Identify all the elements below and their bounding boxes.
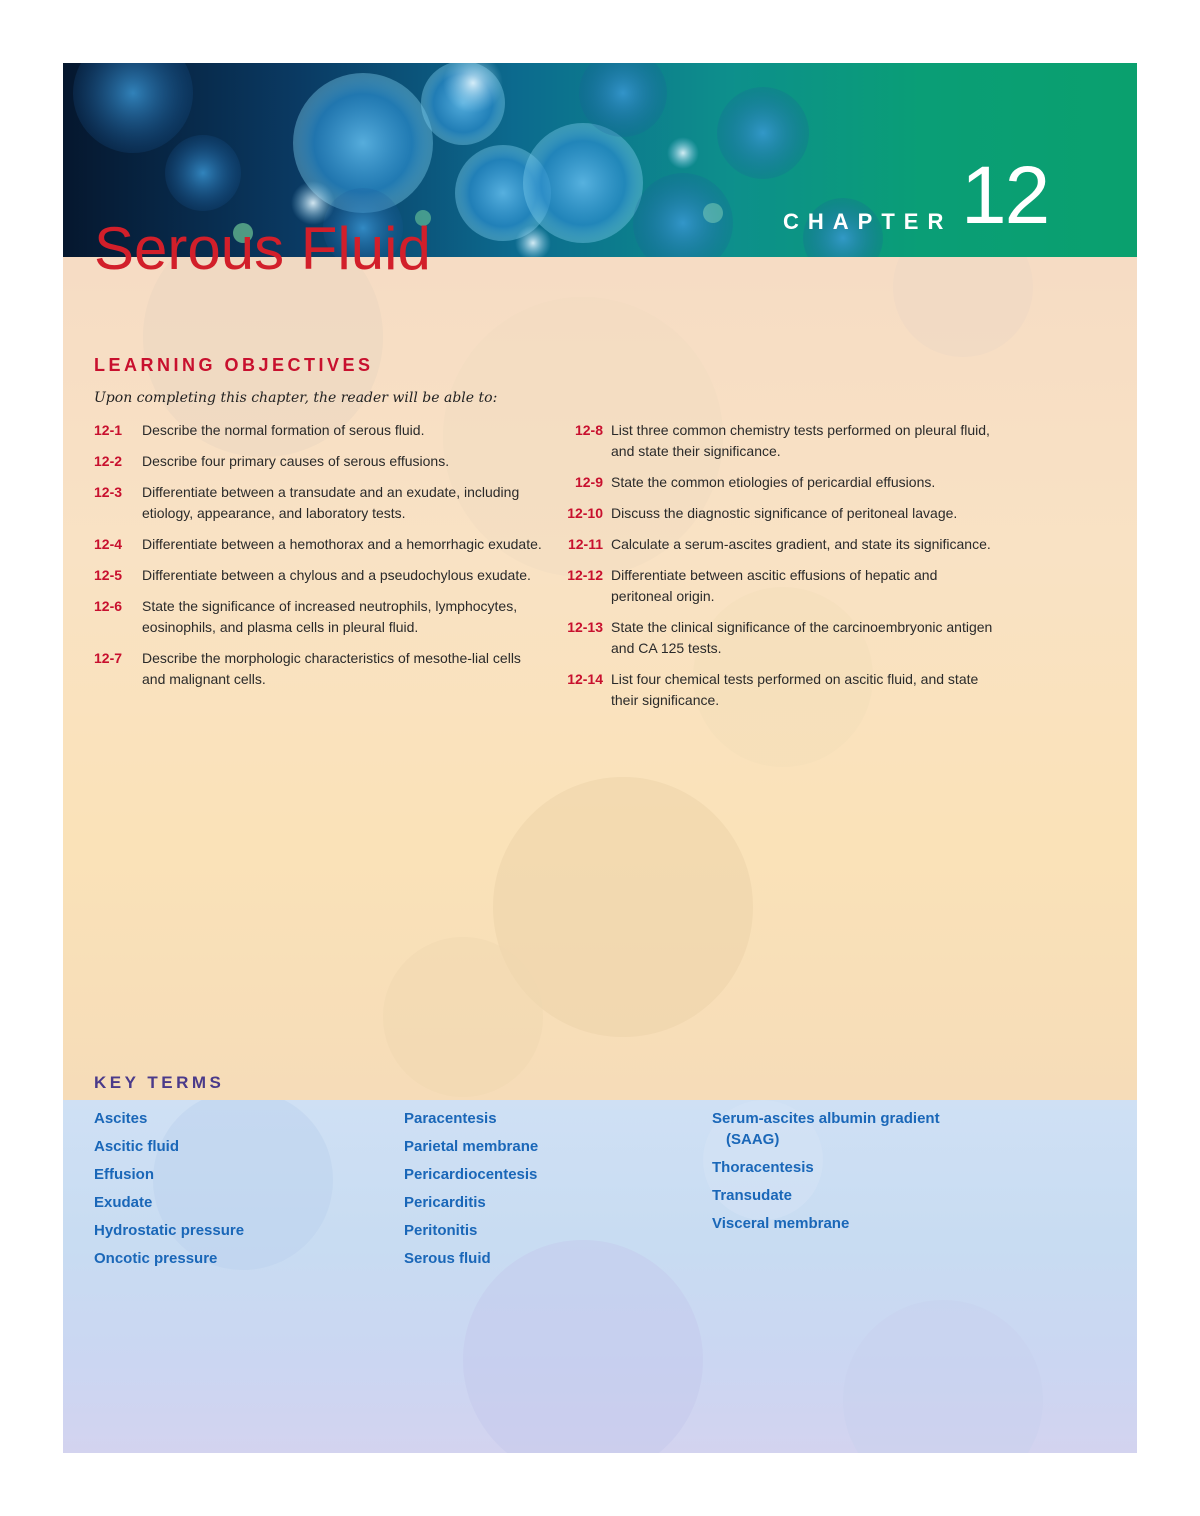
objective-item [555, 472, 995, 493]
objective-text: Calculate a serum-ascites gradient, and state its significance. [611, 536, 991, 552]
objective-number: 12-10 [567, 505, 603, 521]
objective-item [555, 503, 995, 524]
objective-number: 12-2 [94, 453, 123, 469]
objective-item [94, 648, 544, 690]
objective-item [94, 451, 544, 472]
learning-objectives-heading: LEARNING OBJECTIVES [94, 355, 374, 375]
objective-number: 12-8 [574, 422, 603, 438]
objective-text: Describe four primary causes of serous effusions. [142, 453, 450, 469]
key-terms-column-2 [404, 1108, 538, 1276]
objective-number: 12-12 [567, 567, 603, 583]
objective-text: State the clinical significance of the carcinoembryonic antigen and CA 125 tests. [611, 619, 993, 656]
objectives-right-column [555, 420, 995, 721]
chapter-number: 12 [961, 150, 1049, 241]
key-term-abbreviation: (SAAG) [726, 1131, 780, 1148]
objective-number: 12-11 [567, 536, 603, 552]
objective-item [94, 420, 544, 441]
key-terms-column-1 [94, 1108, 244, 1276]
objective-number: 12-6 [94, 598, 123, 614]
key-terms-column-3 [712, 1108, 992, 1241]
objective-item [94, 482, 544, 524]
key-term: Pericarditis [404, 1194, 486, 1211]
objective-item [555, 565, 995, 607]
objective-text: Discuss the diagnostic significance of peritoneal lavage. [611, 505, 958, 521]
key-term: Serous fluid [404, 1250, 491, 1267]
objective-number: 12-7 [94, 650, 123, 666]
key-term-text: Serum-ascites albumin gradient [712, 1110, 940, 1127]
objective-number: 12-3 [94, 484, 123, 500]
key-term: Paracentesis [404, 1110, 497, 1127]
objective-text: List four chemical tests performed on ascitic fluid, and state their significance. [611, 671, 979, 708]
objective-text: Differentiate between a transudate and an exudate, including etiology, appearance, and laboratory tests. [142, 484, 520, 521]
objective-text: Differentiate between a hemothorax and a hemorrhagic exudate. [142, 536, 542, 552]
objective-item [555, 617, 995, 659]
objective-text: Describe the normal formation of serous fluid. [142, 422, 425, 438]
objective-number: 12-4 [94, 536, 123, 552]
objective-number: 12-13 [567, 619, 603, 635]
key-term: Exudate [94, 1194, 153, 1211]
objective-text: List three common chemistry tests performed on pleural fluid, and state their significance. [611, 422, 990, 459]
key-term: Hydrostatic pressure [94, 1222, 245, 1239]
key-term: Thoracentesis [712, 1159, 814, 1176]
objective-number: 12-5 [94, 567, 123, 583]
objective-item [94, 565, 544, 586]
objective-number: 12-1 [94, 422, 123, 438]
key-term [712, 1108, 992, 1150]
key-term: Visceral membrane [712, 1215, 850, 1232]
key-term: Ascitic fluid [94, 1138, 180, 1155]
objective-number: 12-9 [574, 474, 603, 490]
objective-item [94, 534, 544, 555]
objectives-left-column [94, 420, 544, 700]
objective-text: Describe the morphologic characteristics of mesothe-lial cells and malignant cells. [142, 650, 521, 687]
chapter-label: CHAPTER [783, 209, 953, 234]
objective-item [555, 534, 995, 555]
key-term: Ascites [94, 1110, 148, 1127]
key-term: Peritonitis [404, 1222, 478, 1239]
key-term: Effusion [94, 1166, 154, 1183]
learning-objectives-intro: Upon completing this chapter, the reader will be able to: [94, 390, 498, 406]
objective-item [94, 596, 544, 638]
objective-text: Differentiate between ascitic effusions of hepatic and peritoneal origin. [611, 567, 938, 604]
objective-text: Differentiate between a chylous and a pseudochylous exudate. [142, 567, 531, 583]
objective-text: State the significance of increased neutrophils, lymphocytes, eosinophils, and plasma cells in pleural fluid. [142, 598, 518, 635]
key-term: Pericardiocentesis [404, 1166, 538, 1183]
chapter-title: Serous Fluid [94, 215, 431, 282]
key-term: Parietal membrane [404, 1138, 539, 1155]
objective-text: State the common etiologies of pericardial effusions. [611, 474, 936, 490]
objective-number: 12-14 [567, 671, 603, 687]
key-term: Oncotic pressure [94, 1250, 218, 1267]
objective-item [555, 669, 995, 711]
objective-item [555, 420, 995, 462]
key-terms-heading: KEY TERMS [94, 1073, 225, 1092]
key-term: Transudate [712, 1187, 793, 1204]
